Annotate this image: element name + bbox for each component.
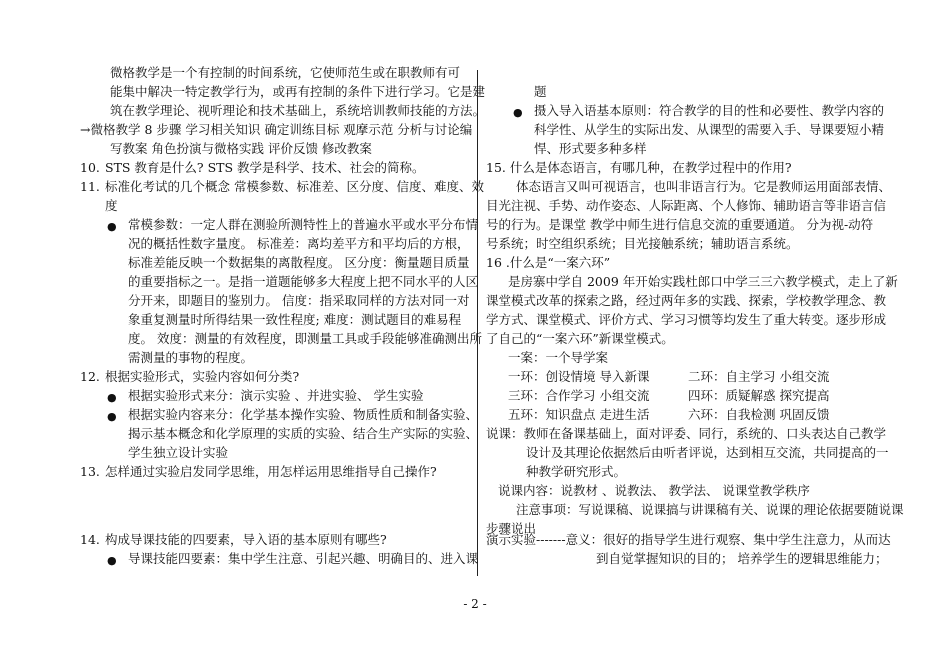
- micro-teaching-line: 微格教学是一个有控制的时间系统，它使师范生或在职教师有可: [110, 65, 461, 80]
- bullet-icon: ●: [107, 410, 117, 423]
- body-language-text: 号系统；时空组织系统；目光接触系统；辅助语言系统。: [486, 236, 799, 251]
- ring-item: 一环：创设情境 导入新课: [508, 369, 650, 384]
- experiment-by-content: 根据实验内容来分：化学基本操作实验、物质性质和制备实验、: [128, 407, 479, 422]
- question-12: 根据实验形式，实验内容如何分类?: [105, 369, 300, 384]
- micro-teaching-steps: 写教案 角色扮演与微格实践 评价反馈 修改教案: [110, 141, 372, 156]
- micro-teaching-line: 能集中解决一特定教学行为，或再有控制的条件下进行学习。它是建: [110, 84, 486, 99]
- experiment-by-content: 揭示基本概念和化学原理的实质的实验、结合生产实际的实验、: [128, 426, 479, 441]
- question-13: 怎样通过实验启发同学思维，用怎样运用思维指导自己操作?: [105, 464, 437, 479]
- bullet-icon: ●: [107, 554, 117, 567]
- lead-in-principles: 科学性、从学生的实际出发、从课型的需要入手、导课要短小精: [534, 122, 885, 137]
- one-plan-six-rings-text: 是房寨中学自 2009 年开始实践杜郎口中学三三六教学模式，走上了新: [508, 274, 898, 289]
- standardized-test-text: 的重要指标之一。是指一道题能够多大程度上把不同水平的人区: [128, 274, 479, 289]
- ring-item: 三环：合作学习 小组交流: [508, 388, 650, 403]
- standardized-test-text: 况的概括性数字量度。 标准差：离均差平方和平均后的方根，: [128, 236, 470, 251]
- ring-item: 六环：自我检测 巩固反馈: [688, 407, 830, 422]
- standardized-test-text: 常模参数：一定人群在测验所测特性上的普遍水平或水平分布情: [128, 217, 479, 232]
- question-number: 11.: [80, 179, 100, 194]
- lead-in-principles: 摄入导入语基本原则：符合教学的目的性和必要性、教学内容的: [534, 103, 885, 118]
- standardized-test-text: 标准差能反映一个数据集的离散程度。 区分度：衡量题目质量: [128, 255, 470, 270]
- demo-experiment: 演示实验-------意义：很好的指导学生进行观察、集中学生注意力，从而达: [486, 532, 891, 547]
- ring-item: 四环：质疑解惑 探究提高: [688, 388, 830, 403]
- one-plan-six-rings-text: 课堂模式改革的探索之路，经过两年多的实践、探索，学校教学理念、教: [486, 293, 887, 308]
- lead-in-principles: 悍、形式要多种多样: [534, 141, 647, 156]
- demo-experiment: 到自觉掌握知识的目的； 培养学生的逻辑思维能力；: [596, 551, 888, 566]
- bullet-icon: ●: [107, 220, 117, 233]
- question-number: 13.: [80, 464, 100, 479]
- one-plan-six-rings-text: 学方式、课堂模式、评价方式、学习习惯等均发生了重大转变。逐步形成: [486, 312, 887, 327]
- ring-item: 五环：知识盘点 走进生活: [508, 407, 650, 422]
- lesson-talk-content: 说课内容：说教材 、说教法、 教学法、 说课堂教学秩序: [498, 483, 810, 498]
- bullet-icon: ●: [107, 391, 117, 404]
- bullet-icon: ●: [513, 106, 523, 119]
- lesson-talk-notes: 注意事项：写说课稿、说课搞与讲课稿有关、说课的理论依据要随说课: [516, 502, 904, 517]
- question-number: 12.: [80, 369, 100, 384]
- experiment-by-form: 根据实验形式来分：演示实验 、并进实验、 学生实验: [128, 388, 424, 403]
- question-number: 14.: [80, 532, 100, 547]
- standardized-test-text: 度。 效度：测量的有效程度，即测量工具或手段能够准确测出所: [128, 331, 482, 346]
- continued-text: 题: [534, 84, 547, 99]
- page-number: - 2 -: [463, 597, 487, 611]
- question-11: 标准化考试的几个概念 常模参数、标准差、区分度、信度、难度、效: [105, 179, 484, 194]
- standardized-test-text: 分开来，即题目的鉴别力。 信度：指采取同样的方法对同一对: [128, 293, 470, 308]
- question-10: STS 教育是什么? STS 教学是科学、技术、社会的简称。: [105, 160, 425, 175]
- lesson-talk-definition: 设计及其理论依据然后由听者评说，达到相互交流，共同提高的一: [526, 445, 889, 460]
- body-language-text: 体态语言又叫可视语言，也叫非语言行为。它是教师运用面部表情、: [516, 179, 892, 194]
- question-11: 度: [105, 198, 118, 213]
- body-language-text: 号的行为。是课堂 教学中师生进行信息交流的重要通道。 分为视-动符: [486, 217, 874, 232]
- lesson-talk-definition: 说课：教师在备课基础上，面对评委、同行，系统的、口头表达自己教学: [486, 426, 887, 441]
- standardized-test-text: 象重复测量时所得结果一致性程度; 难度：测试题目的难易程: [128, 312, 462, 327]
- question-number: 10.: [80, 160, 100, 175]
- lesson-talk-notes: 步骤说出: [486, 521, 537, 536]
- standardized-test-text: 需测量的事物的程度。: [128, 350, 254, 365]
- question-15: 15. 什么是体态语言，有哪几种，在教学过程中的作用?: [486, 160, 792, 175]
- one-plan: 一案：一个导学案: [508, 350, 609, 365]
- lesson-talk-definition: 种教学研究形式。: [526, 464, 627, 479]
- body-language-text: 目光注视、手势、动作姿态、人际距离、个人修饰、辅助语言等非语言信: [486, 198, 887, 213]
- question-16: 16 .什么是“一案六环”: [486, 255, 611, 270]
- micro-teaching-steps: →微格教学 8 步骤 学习相关知识 确定训练目标 观摩示范 分析与讨论编: [80, 122, 473, 137]
- micro-teaching-line: 筑在教学理论、视听理论和技术基础上，系统培训教师技能的方法。: [110, 103, 486, 118]
- column-divider: [477, 70, 478, 576]
- experiment-by-content: 学生独立设计实验: [128, 445, 229, 460]
- ring-item: 二环：自主学习 小组交流: [688, 369, 830, 384]
- question-14: 构成导课技能的四要素，导入语的基本原则有哪些?: [105, 532, 387, 547]
- one-plan-six-rings-text: 了自己的“一案六环”新课堂模式。: [486, 331, 674, 346]
- lead-in-elements: 导课技能四要素：集中学生注意、引起兴趣、明确目的、进入课: [128, 551, 479, 566]
